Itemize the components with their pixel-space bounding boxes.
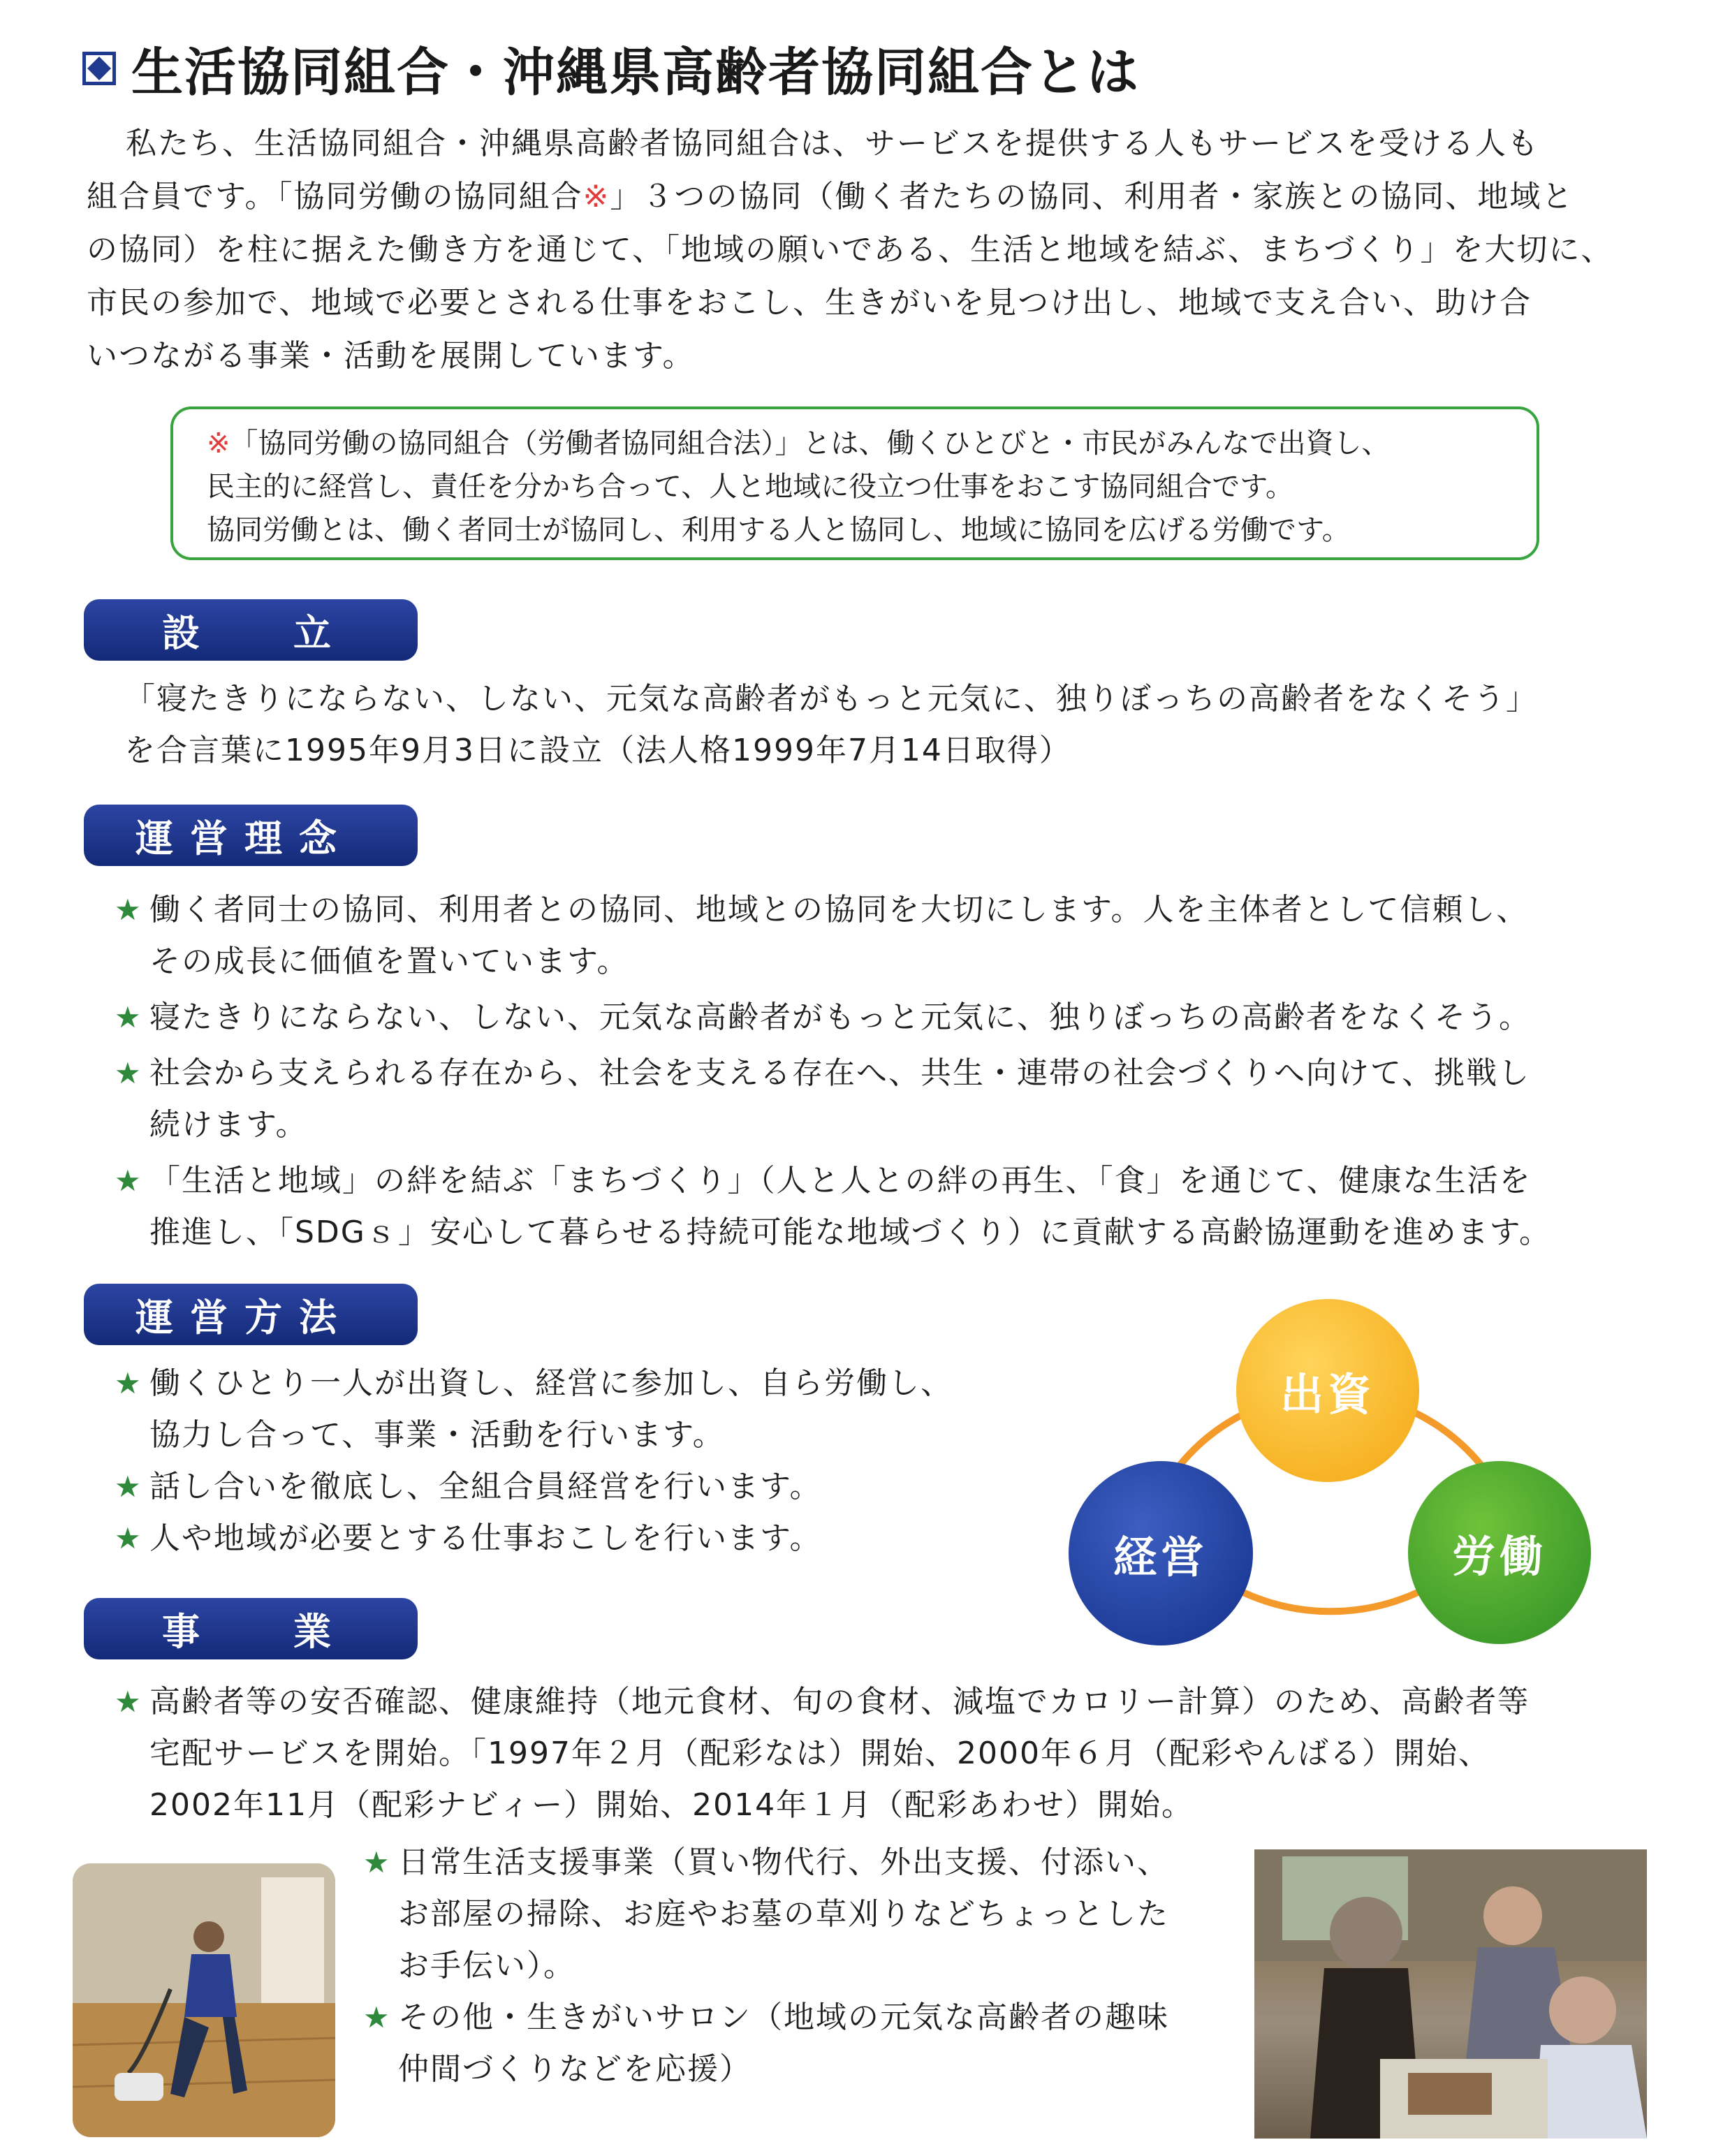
philosophy-item-3-line-1: 社会から支えられる存在から、社会を支える存在へ、共生・連帯の社会づくりへ向けて、挑戦し: [149, 1055, 1531, 1091]
business-item-1-line-2: 宅配サービスを開始。「1997年２月（配彩なは）開始、2000年６月（配彩やんばる）開始、: [149, 1736, 1490, 1771]
note-asterisk: ※: [207, 427, 230, 460]
business-item-3-line-1: その他・生きがいサロン（地域の元気な高齢者の趣味: [398, 2000, 1169, 2035]
business-item-3: [363, 1992, 1243, 2095]
founding-text: [124, 673, 1661, 777]
business-item-2-line-3: お手伝い）。: [398, 1948, 575, 1983]
section-heading-method: [84, 1284, 418, 1345]
philosophy-item-3: [115, 1048, 1665, 1151]
star-bullet-icon: ★: [363, 1845, 391, 1879]
note-line-3: 協同労働とは、働く者同士が協同し、利用する人と協同し、地域に協同を広げる労働です。: [207, 514, 1350, 546]
star-bullet-icon: ★: [115, 1366, 142, 1400]
philosophy-item-2: [115, 992, 1665, 1043]
method-item-1: [115, 1358, 1050, 1461]
business-item-1-line-1: 高齢者等の安否確認、健康維持（地元食材、旬の食材、減塩でカロリー計算）のため、高齢者等: [149, 1684, 1530, 1719]
intro-line-5: いつながる事業・活動を展開しています。: [87, 338, 695, 374]
diamond-square-icon: [82, 52, 116, 85]
cooperation-diagram: [1069, 1299, 1592, 1662]
photo-cleaning-illustration: [73, 1863, 335, 2137]
intro-asterisk: ※: [582, 179, 610, 214]
page-title-text: 生活協同組合・沖縄県高齢者協同組合とは: [131, 43, 1140, 103]
founding-line-2: を合言葉に1995年9月3日に設立（法人格1999年7月14日取得）: [124, 733, 1071, 768]
philosophy-item-1: [115, 884, 1665, 988]
philosophy-item-3-line-2: 続けます。: [149, 1107, 308, 1143]
philosophy-item-4: [115, 1155, 1665, 1259]
section-heading-philosophy: [84, 805, 418, 866]
business-items-2-3: [363, 1837, 1243, 2095]
philosophy-item-1-line-1: 働く者同士の協同、利用者との協同、地域との協同を大切にします。人を主体者として信頼し、: [149, 892, 1529, 927]
photo-cleaning: [73, 1863, 335, 2137]
arc-management-labor: [1243, 1592, 1418, 1611]
intro-line-1: 私たち、生活協同組合・沖縄県高齢者協同組合は、サービスを提供する人もサービスを受ける人も: [126, 126, 1539, 161]
star-bullet-icon: ★: [115, 1685, 142, 1719]
method-item-3-line-1: 人や地域が必要とする仕事おこしを行います。: [149, 1520, 822, 1556]
philosophy-list: [115, 884, 1665, 1259]
intro-line-2b: 」３つの協同（働く者たちの協同、利用者・家族との協同、地域と: [610, 179, 1574, 214]
founding-line-1: 「寝たきりにならない、しない、元気な高齢者がもっと元気に、独りぼっちの高齢者をなくそう」: [124, 681, 1538, 717]
business-item-2: [363, 1837, 1243, 1992]
business-item-3-line-2: 仲間づくりなどを応援）: [398, 2051, 751, 2087]
philosophy-item-4-line-2: 推進し、「SDGｓ」安心して暮らせる持続可能な地域づくり）に貢献する高齢協運動を進めます。: [149, 1215, 1552, 1250]
section-heading-founding-text: 設 立: [162, 610, 359, 655]
section-heading-business: [84, 1598, 418, 1659]
note-box: [170, 406, 1539, 560]
business-item-1: [115, 1676, 1665, 1831]
star-bullet-icon: ★: [115, 1164, 142, 1198]
page-title: [82, 34, 1140, 103]
node-management: 経営: [1069, 1461, 1253, 1645]
method-item-3: [115, 1513, 1050, 1564]
star-bullet-icon: ★: [115, 1000, 142, 1034]
star-bullet-icon: ★: [115, 1056, 142, 1090]
philosophy-item-1-line-2: その成長に価値を置いています。: [149, 944, 629, 979]
intro-paragraph: [87, 117, 1644, 383]
philosophy-item-4-line-1: 「生活と地域」の絆を結ぶ「まちづくり」（人と人との絆の再生、「食」を通じて、健康な生活を: [149, 1163, 1532, 1198]
section-heading-philosophy-text: 運営理念: [135, 816, 353, 860]
section-heading-method-text: 運営方法: [135, 1295, 353, 1340]
intro-line-4: 市民の参加で、地域で必要とされる仕事をおこし、生きがいを見つけ出し、地域で支え合い、助け合: [87, 285, 1532, 321]
section-heading-founding: [84, 599, 418, 661]
star-bullet-icon: ★: [363, 2000, 391, 2034]
business-item-1-bullet: [115, 1676, 1665, 1831]
method-list: [115, 1358, 1050, 1564]
node-capital: 出資: [1236, 1299, 1419, 1482]
business-item-2-line-2: お部屋の掃除、お庭やお墓の草刈りなどちょっとした: [398, 1896, 1169, 1932]
method-item-1-line-2: 協力し合って、事業・活動を行います。: [149, 1417, 725, 1453]
star-bullet-icon: ★: [115, 1521, 142, 1555]
star-bullet-icon: ★: [115, 893, 142, 927]
note-line-1-text: 「協同労働の協同組合（労働者協同組合法）」とは、働くひとびと・市民がみんなで出資し、: [230, 427, 1390, 460]
intro-line-3: の協同）を柱に据えた働き方を通じて、「地域の願いである、生活と地域を結ぶ、まちづくり」を大切に、: [87, 232, 1613, 267]
photo-salon-illustration: [1254, 1849, 1647, 2139]
method-item-1-line-1: 働くひとり一人が出資し、経営に参加し、自ら労働し、: [149, 1365, 953, 1401]
node-labor: 労働: [1408, 1461, 1591, 1644]
photo-salon: [1254, 1849, 1647, 2139]
intro-line-2a: 組合員です。「協同労働の協同組合: [87, 179, 583, 214]
business-item-1-line-3: 2002年11月（配彩ナビィー）開始、2014年１月（配彩あわせ）開始。: [149, 1787, 1194, 1823]
method-item-2-line-1: 話し合いを徹底し、全組合員経営を行います。: [149, 1469, 822, 1504]
note-line-2: 民主的に経営し、責任を分かち合って、人と地域に役立つ仕事をおこす協同組合です。: [207, 471, 1293, 503]
star-bullet-icon: ★: [115, 1469, 142, 1504]
philosophy-item-2-line-1: 寝たきりにならない、しない、元気な高齢者がもっと元気に、独りぼっちの高齢者をなくそう。: [149, 999, 1531, 1035]
intro-line-2: [87, 170, 1644, 223]
note-line-1: [207, 422, 1503, 465]
method-item-2: [115, 1461, 1050, 1513]
section-heading-business-text: 事 業: [162, 1609, 359, 1654]
business-item-2-line-1: 日常生活支援事業（買い物代行、外出支援、付添い、: [398, 1845, 1169, 1880]
